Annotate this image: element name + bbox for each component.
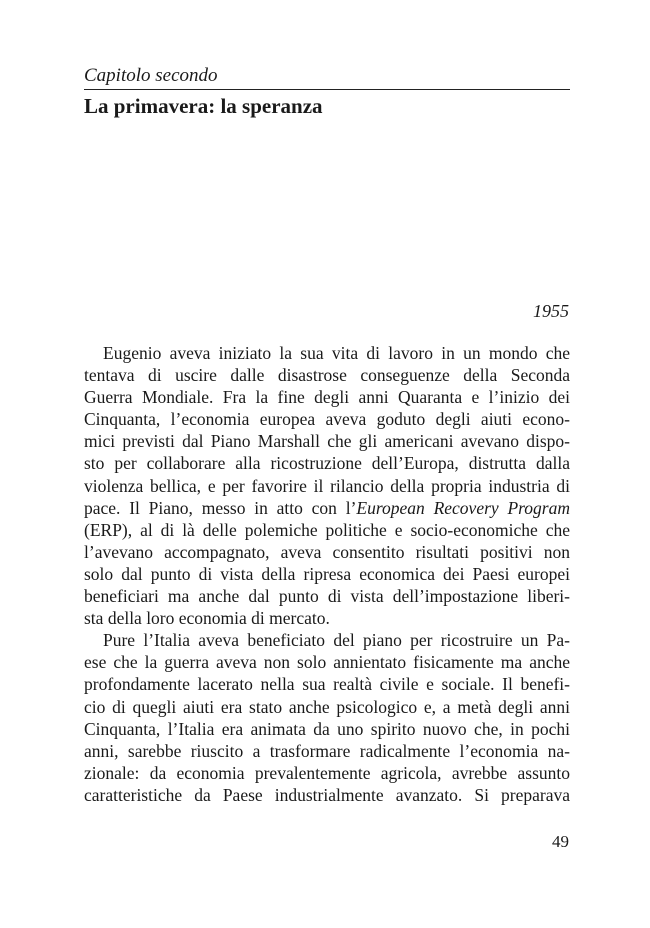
text-line: cio di quegli aiuti era stato anche psicologico e, a metà degli anni: [84, 696, 570, 717]
text-line: Cinquanta, l’economia europea aveva goduto degli aiuti econo-: [84, 409, 570, 430]
text-line: ese che la guerra aveva non solo annientato fisicamente ma anche: [84, 652, 570, 673]
text-line: tentava di uscire dalle disastrose conseguenze della Seconda: [84, 365, 570, 386]
text-line: Guerra Mondiale. Fra la fine degli anni Quaranta e l’inizio dei: [84, 387, 570, 408]
italic-title: European Recovery Program: [356, 497, 570, 518]
text-line: profondamente lacerato nella sua realtà civile e sociale. Il benefi-: [84, 674, 570, 695]
paragraph: [84, 629, 570, 806]
text-line: sta della loro economia di mercato.: [84, 608, 330, 629]
text-line: violenza bellica, e per favorire il rilancio della propria industria di: [84, 475, 570, 496]
text-line: l’avevano accompagnato, aveva consentito risultati positivi non: [84, 541, 570, 562]
text-line: [84, 497, 570, 519]
text-run: pace. Il Piano, messo in atto con l’: [84, 497, 357, 518]
text-line: Pure l’Italia aveva beneficiato del piano per ricostruire un Pa-: [103, 630, 570, 651]
text-line: Cinquanta, l’Italia era animata da uno spirito nuovo che, in pochi: [84, 718, 570, 739]
text-line: sto per collaborare alla ricostruzione dell’Europa, distrutta dalla: [84, 453, 570, 474]
section-year: 1955: [533, 301, 569, 321]
page-number: 49: [552, 832, 569, 851]
text-line: mici previsti dal Piano Marshall che gli americani avevano dispo-: [84, 431, 570, 452]
body-text: [84, 342, 570, 806]
text-line: Eugenio aveva iniziato la sua vita di lavoro in un mondo che: [103, 343, 570, 363]
text-line: solo dal punto di vista della ripresa economica dei Paesi europei: [84, 563, 570, 584]
text-line: caratteristiche da Paese industrialmente avanzato. Si preparava: [84, 784, 570, 805]
header-rule: [84, 89, 570, 90]
paragraph: [84, 342, 570, 629]
text-line: zionale: da economia prevalentemente agricola, avrebbe assunto: [84, 762, 570, 783]
text-line: (ERP), al di là delle polemiche politiche e socio-economiche che: [84, 519, 570, 540]
text-line: anni, sarebbe riuscito a trasformare radicalmente l’economia na-: [84, 740, 570, 761]
chapter-label: Capitolo secondo: [84, 65, 218, 86]
text-line: beneficiari ma anche dal punto di vista dell’impostazione liberi-: [84, 586, 570, 607]
chapter-title: La primavera: la speranza: [84, 94, 323, 118]
